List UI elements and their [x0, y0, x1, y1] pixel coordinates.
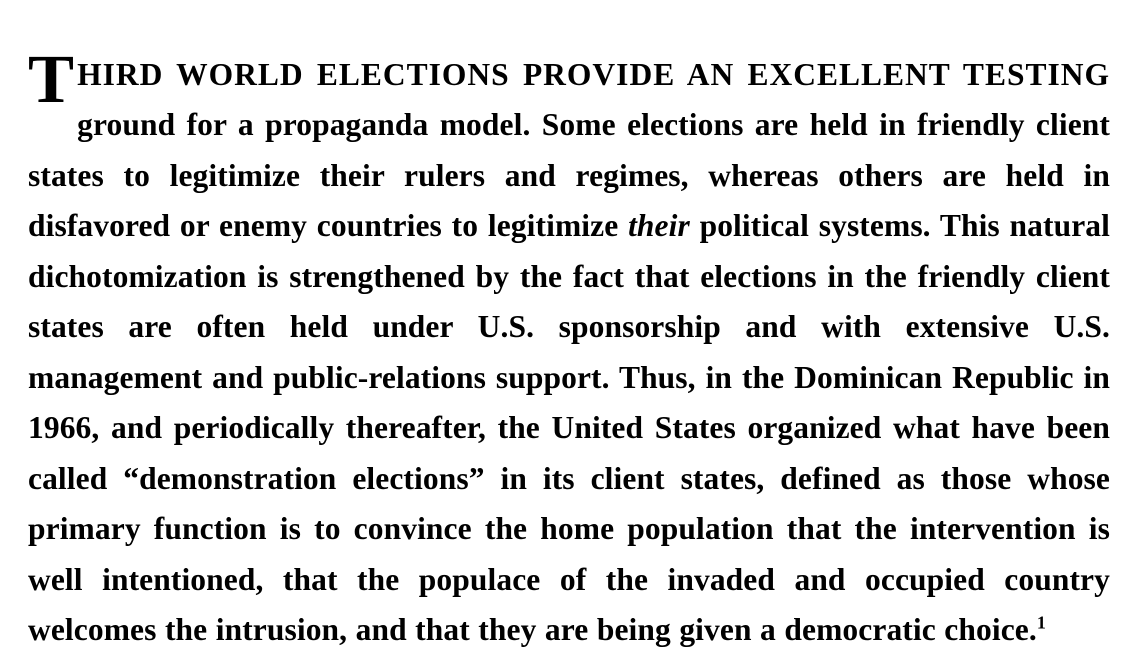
drop-cap: T	[28, 40, 75, 117]
paragraph-segment-2: political systems. This natural dichotomization is strengthened by the fact that elections in the friendly client states are often held under U.S. sponsorship and with extensive U.S. management and public-relations support. Thus, in the Dominican Republic in 1966, and periodically thereafter, the United States organized what have been called “demonstration elections” in its client states, defined as those whose primary function is to convince the home population that the intervention is well intentioned, that the populace of the invaded and occupied country welcomes the intrusion, and that they are being given a democratic choice.	[28, 208, 1110, 647]
footnote-reference: 1	[1036, 612, 1046, 633]
emphasized-word-their: their	[628, 208, 690, 243]
opening-small-caps: HIRD WORLD ELECTIONS PROVIDE AN EXCELLENT TESTING	[77, 56, 1110, 92]
body-paragraph	[28, 40, 1110, 656]
paragraph-segment-1: ground for a propaganda model. Some elections are held in friendly client states to legitimize their rulers and regimes, whereas others are held in disfavored or enemy countries to legitimize	[28, 107, 1110, 243]
